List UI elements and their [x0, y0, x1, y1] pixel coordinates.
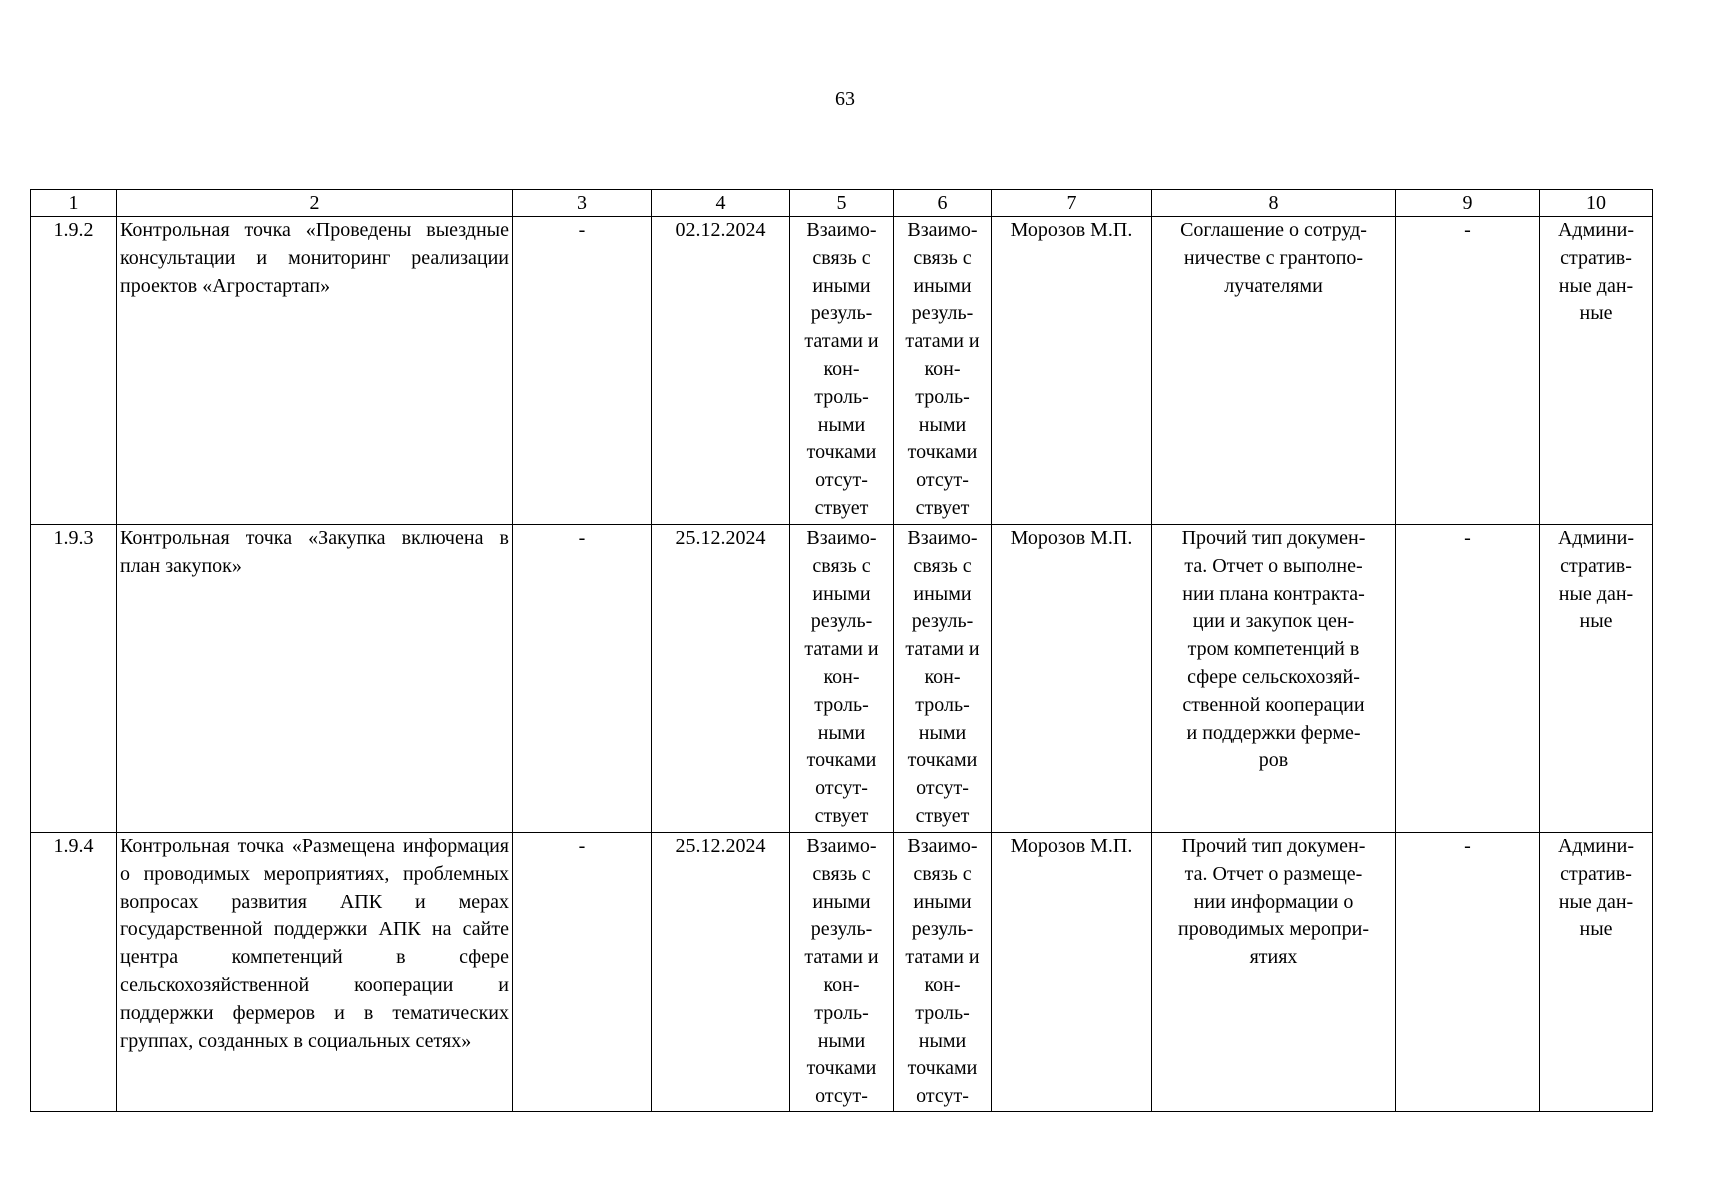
relation-col6: Взаимо- связь с иными резуль- татами и кон- троль- ными точками отсут-	[894, 833, 992, 1112]
relation-col6: Взаимо- связь с иными резуль- татами и кон- троль- ными точками отсут- ствует	[894, 217, 992, 525]
header-cell: 6	[894, 190, 992, 217]
relation-col5: Взаимо- связь с иными резуль- татами и кон- троль- ными точками отсут-	[790, 833, 894, 1112]
data-source: Админи- стратив- ные дан- ные	[1540, 833, 1653, 1112]
header-cell: 9	[1396, 190, 1540, 217]
data-source: Админи- стратив- ные дан- ные	[1540, 525, 1653, 833]
header-cell: 5	[790, 190, 894, 217]
col9-value: -	[1396, 833, 1540, 1112]
responsible-person: Морозов М.П.	[992, 833, 1152, 1112]
row-number: 1.9.3	[31, 525, 117, 833]
control-points-table	[30, 189, 1653, 1112]
header-cell: 2	[117, 190, 513, 217]
header-cell: 4	[652, 190, 790, 217]
relation-col6: Взаимо- связь с иными резуль- татами и кон- троль- ными точками отсут- ствует	[894, 525, 992, 833]
header-cell: 7	[992, 190, 1152, 217]
col3-value: -	[513, 217, 652, 525]
document-type: Соглашение о сотруд- ничестве с грантопо- лучателями	[1152, 217, 1396, 525]
header-cell: 1	[31, 190, 117, 217]
due-date: 25.12.2024	[652, 833, 790, 1112]
table-row	[31, 525, 1653, 833]
page-number: 63	[835, 88, 855, 110]
due-date: 25.12.2024	[652, 525, 790, 833]
table-header-row	[31, 190, 1653, 217]
control-point-name: Контрольная точка «Закупка включена в план закупок»	[117, 525, 513, 833]
responsible-person: Морозов М.П.	[992, 525, 1152, 833]
header-cell: 10	[1540, 190, 1653, 217]
control-point-name: Контрольная точка «Проведены выездные консультации и мониторинг реализации проектов «Агростартап»	[117, 217, 513, 525]
data-source: Админи- стратив- ные дан- ные	[1540, 217, 1653, 525]
control-point-name: Контрольная точка «Размещена информация о проводимых мероприятиях, проблемных вопросах развития АПК и мерах государственной поддержки АПК на сайте центра компетенций в сфере сельскохозяйственной кооперации и поддержки фермеров и в тематических группах, созданных в социальных сетях»	[117, 833, 513, 1112]
col3-value: -	[513, 525, 652, 833]
document-type: Прочий тип докумен- та. Отчет о размеще- нии информации о проводимых меропри- ятиях	[1152, 833, 1396, 1112]
col3-value: -	[513, 833, 652, 1112]
row-number: 1.9.2	[31, 217, 117, 525]
row-number: 1.9.4	[31, 833, 117, 1112]
relation-col5: Взаимо- связь с иными резуль- татами и кон- троль- ными точками отсут- ствует	[790, 217, 894, 525]
table-row	[31, 217, 1653, 525]
table-row	[31, 833, 1653, 1112]
relation-col5: Взаимо- связь с иными резуль- татами и кон- троль- ными точками отсут- ствует	[790, 525, 894, 833]
document-type: Прочий тип докумен- та. Отчет о выполне- нии плана контракта- ции и закупок цен- тром компетенций в сфере сельскохозяй- ственной кооперации и поддержки ферме- ров	[1152, 525, 1396, 833]
due-date: 02.12.2024	[652, 217, 790, 525]
responsible-person: Морозов М.П.	[992, 217, 1152, 525]
header-cell: 3	[513, 190, 652, 217]
header-cell: 8	[1152, 190, 1396, 217]
col9-value: -	[1396, 525, 1540, 833]
col9-value: -	[1396, 217, 1540, 525]
